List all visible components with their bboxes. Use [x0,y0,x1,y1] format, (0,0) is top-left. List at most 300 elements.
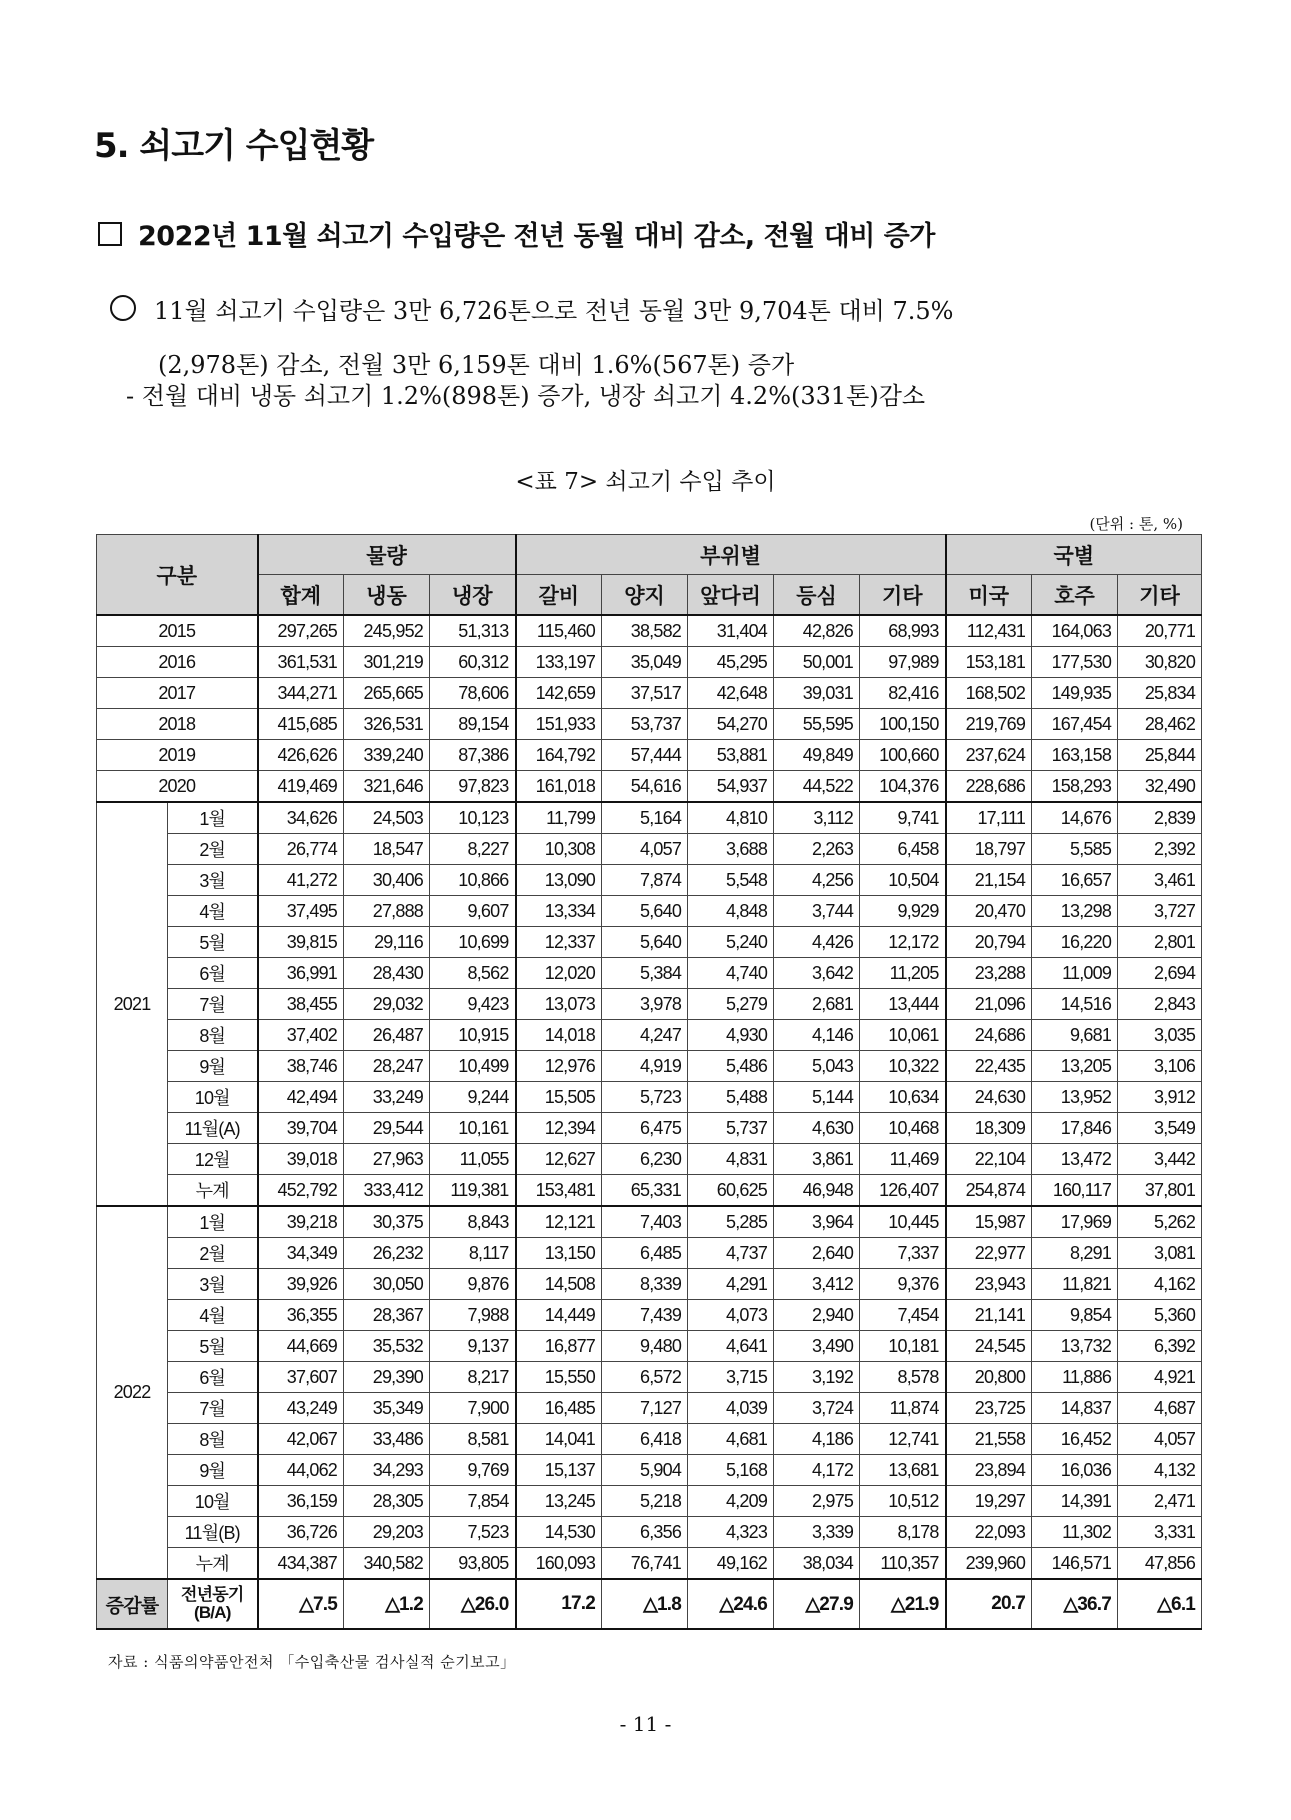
table-row [97,1362,1202,1393]
table-row [97,802,1202,834]
table-cell: 49,849 [774,740,860,771]
table-cell: 60,312 [430,647,516,678]
row-label: 2017 [97,678,258,709]
month-label: 6월 [168,958,258,989]
growth-value: △1.8 [602,1579,688,1629]
table-cell: 452,792 [258,1175,344,1207]
table-cell: 5,384 [602,958,688,989]
table-cell: 28,305 [344,1486,430,1517]
table-cell: 100,150 [860,709,946,740]
table-cell: 21,558 [946,1424,1032,1455]
growth-value: 20.7 [946,1579,1032,1629]
table-cell: 4,247 [602,1020,688,1051]
table-cell: 2,801 [1118,927,1202,958]
table-cell: 36,159 [258,1486,344,1517]
month-label: 11월(A) [168,1113,258,1144]
table-cell: 22,435 [946,1051,1032,1082]
table-cell: 3,964 [774,1206,860,1238]
table-cell: 15,550 [516,1362,602,1393]
table-cell: 10,445 [860,1206,946,1238]
table-cell: 2,681 [774,989,860,1020]
table-cell: 239,960 [946,1548,1032,1580]
table-cell: 3,978 [602,989,688,1020]
table-cell: 6,356 [602,1517,688,1548]
table-cell: 23,288 [946,958,1032,989]
row-label: 2015 [97,615,258,647]
table-cell: 13,205 [1032,1051,1118,1082]
table-cell: 55,595 [774,709,860,740]
growth-value: △36.7 [1032,1579,1118,1629]
column-header: 미국 [946,575,1032,616]
table-cell: 14,391 [1032,1486,1118,1517]
table-row [97,1548,1202,1580]
table-cell: 24,686 [946,1020,1032,1051]
table-cell: 133,197 [516,647,602,678]
table-cell: 301,219 [344,647,430,678]
table-cell: 14,676 [1032,802,1118,834]
table-cell: 87,386 [430,740,516,771]
table-cell: 10,468 [860,1113,946,1144]
table-cell: 7,454 [860,1300,946,1331]
table-cell: 39,815 [258,927,344,958]
table-cell: 2,392 [1118,834,1202,865]
table-row [97,1269,1202,1300]
table-cell: 50,001 [774,647,860,678]
table-cell: 142,659 [516,678,602,709]
table-cell: 12,121 [516,1206,602,1238]
growth-value: △24.6 [688,1579,774,1629]
table-cell: 149,935 [1032,678,1118,709]
month-label: 5월 [168,1331,258,1362]
table-cell: 9,244 [430,1082,516,1113]
table-cell: 426,626 [258,740,344,771]
year-label: 2021 [97,802,168,1206]
table-cell: 54,270 [688,709,774,740]
table-cell: 89,154 [430,709,516,740]
table-cell: 4,132 [1118,1455,1202,1486]
table-row [97,1238,1202,1269]
table-cell: 3,192 [774,1362,860,1393]
table-cell: 2,975 [774,1486,860,1517]
table-cell: 42,067 [258,1424,344,1455]
table-cell: 3,412 [774,1269,860,1300]
table-cell: 4,641 [688,1331,774,1362]
table-cell: 4,039 [688,1393,774,1424]
table-cell: 57,444 [602,740,688,771]
table-cell: 167,454 [1032,709,1118,740]
table-cell: 8,843 [430,1206,516,1238]
table-cell: 54,616 [602,771,688,803]
table-cell: 76,741 [602,1548,688,1580]
table-cell: 9,423 [430,989,516,1020]
table-cell: 3,331 [1118,1517,1202,1548]
table-cell: 16,657 [1032,865,1118,896]
table-row [97,709,1202,740]
column-header: 호주 [1032,575,1118,616]
table-cell: 2,471 [1118,1486,1202,1517]
table-cell: 12,337 [516,927,602,958]
table-cell: 43,249 [258,1393,344,1424]
table-row [97,958,1202,989]
table-cell: 3,339 [774,1517,860,1548]
table-cell: 38,582 [602,615,688,647]
month-label: 1월 [168,1206,258,1238]
row-label: 2018 [97,709,258,740]
table-row [97,834,1202,865]
table-row [97,678,1202,709]
table-cell: 4,426 [774,927,860,958]
table-cell: 2,839 [1118,802,1202,834]
table-cell: 12,976 [516,1051,602,1082]
table-cell: 6,475 [602,1113,688,1144]
table-row [97,989,1202,1020]
table-cell: 4,737 [688,1238,774,1269]
table-row [97,1175,1202,1207]
table-row [97,1393,1202,1424]
table-cell: 26,232 [344,1238,430,1269]
table-cell: 44,669 [258,1331,344,1362]
table-cell: 39,031 [774,678,860,709]
month-label: 7월 [168,989,258,1020]
table-cell: 17,846 [1032,1113,1118,1144]
table-cell: 10,915 [430,1020,516,1051]
header-country: 국별 [946,535,1202,575]
table-cell: 41,272 [258,865,344,896]
table-cell: 6,230 [602,1144,688,1175]
table-cell: 51,313 [430,615,516,647]
table-cell: 36,355 [258,1300,344,1331]
table-cell: 20,794 [946,927,1032,958]
table-cell: 8,217 [430,1362,516,1393]
column-header: 냉동 [344,575,430,616]
table-cell: 16,220 [1032,927,1118,958]
row-label: 2020 [97,771,258,803]
table-cell: 119,381 [430,1175,516,1207]
table-cell: 4,146 [774,1020,860,1051]
bullet-line-1-text: 11월 쇠고기 수입량은 3만 6,726톤으로 전년 동월 3만 9,704톤 대비 7.5% [154,297,954,325]
table-cell: 15,987 [946,1206,1032,1238]
table-cell: 14,041 [516,1424,602,1455]
table-cell: 11,799 [516,802,602,834]
table-cell: 42,494 [258,1082,344,1113]
table-cell: 6,458 [860,834,946,865]
growth-value: △27.9 [774,1579,860,1629]
table-cell: 11,302 [1032,1517,1118,1548]
table-cell: 39,018 [258,1144,344,1175]
table-cell: 153,181 [946,647,1032,678]
table-cell: 7,439 [602,1300,688,1331]
growth-label: 증감률 [97,1579,168,1629]
table-cell: 39,218 [258,1206,344,1238]
table-cell: 5,585 [1032,834,1118,865]
table-cell: 16,877 [516,1331,602,1362]
table-cell: 415,685 [258,709,344,740]
table-cell: 37,517 [602,678,688,709]
table-cell: 4,740 [688,958,774,989]
table-cell: 158,293 [1032,771,1118,803]
table-cell: 5,360 [1118,1300,1202,1331]
table-cell: 5,164 [602,802,688,834]
table-cell: 9,854 [1032,1300,1118,1331]
table-row [97,740,1202,771]
table-cell: 4,930 [688,1020,774,1051]
circle-bullet-icon [110,295,136,321]
table-cell: 18,797 [946,834,1032,865]
column-header: 등심 [774,575,860,616]
table-cell: 2,940 [774,1300,860,1331]
table-cell: 21,141 [946,1300,1032,1331]
table-cell: 5,548 [688,865,774,896]
table-cell: 46,948 [774,1175,860,1207]
table-cell: 340,582 [344,1548,430,1580]
square-bullet-icon [98,222,122,246]
table-cell: 6,485 [602,1238,688,1269]
table-cell: 2,843 [1118,989,1202,1020]
table-cell: 6,418 [602,1424,688,1455]
table-cell: 13,073 [516,989,602,1020]
table-cell: 3,461 [1118,865,1202,896]
table-cell: 9,480 [602,1331,688,1362]
table-cell: 3,112 [774,802,860,834]
table-cell: 11,469 [860,1144,946,1175]
table-cell: 14,508 [516,1269,602,1300]
table-cell: 7,900 [430,1393,516,1424]
table-cell: 100,660 [860,740,946,771]
table-cell: 39,704 [258,1113,344,1144]
table-cell: 13,732 [1032,1331,1118,1362]
table-cell: 10,866 [430,865,516,896]
table-cell: 36,726 [258,1517,344,1548]
table-cell: 3,106 [1118,1051,1202,1082]
table-cell: 14,530 [516,1517,602,1548]
month-label: 3월 [168,1269,258,1300]
table-cell: 38,034 [774,1548,860,1580]
table-cell: 97,823 [430,771,516,803]
table-cell: 20,771 [1118,615,1202,647]
table-cell: 297,265 [258,615,344,647]
table-cell: 13,298 [1032,896,1118,927]
table-cell: 42,826 [774,615,860,647]
table-cell: 168,502 [946,678,1032,709]
table-cell: 12,627 [516,1144,602,1175]
table-row [97,896,1202,927]
table-cell: 27,963 [344,1144,430,1175]
column-header: 냉장 [430,575,516,616]
table-row [97,1300,1202,1331]
table-cell: 4,057 [602,834,688,865]
headline-text: 2022년 11월 쇠고기 수입량은 전년 동월 대비 감소, 전월 대비 증가 [138,221,935,252]
table-cell: 8,581 [430,1424,516,1455]
month-label: 10월 [168,1486,258,1517]
month-label: 누계 [168,1175,258,1207]
table-cell: 18,547 [344,834,430,865]
headline [98,214,935,253]
header-category: 구분 [97,535,258,616]
table-cell: 23,894 [946,1455,1032,1486]
table-cell: 7,854 [430,1486,516,1517]
table-cell: 11,874 [860,1393,946,1424]
bullet-line-2: (2,978톤) 감소, 전월 3만 6,159톤 대비 1.6%(567톤) 증가 [158,351,795,379]
table-cell: 245,952 [344,615,430,647]
table-cell: 6,392 [1118,1331,1202,1362]
table-cell: 14,516 [1032,989,1118,1020]
table-cell: 54,937 [688,771,774,803]
table-cell: 115,460 [516,615,602,647]
table-cell: 33,486 [344,1424,430,1455]
table-cell: 5,488 [688,1082,774,1113]
table-cell: 434,387 [258,1548,344,1580]
table-cell: 49,162 [688,1548,774,1580]
growth-sublabel [168,1579,258,1629]
table-cell: 24,630 [946,1082,1032,1113]
table-row [97,1020,1202,1051]
table-row [97,647,1202,678]
month-label: 11월(B) [168,1517,258,1548]
table-cell: 5,279 [688,989,774,1020]
table-cell: 28,367 [344,1300,430,1331]
table-cell: 20,470 [946,896,1032,927]
column-header: 합계 [258,575,344,616]
table-cell: 4,919 [602,1051,688,1082]
table-cell: 3,744 [774,896,860,927]
table-cell: 25,834 [1118,678,1202,709]
table-cell: 12,020 [516,958,602,989]
table-cell: 219,769 [946,709,1032,740]
table-cell: 13,150 [516,1238,602,1269]
table-cell: 4,323 [688,1517,774,1548]
table-cell: 6,572 [602,1362,688,1393]
table-cell: 78,606 [430,678,516,709]
row-label: 2016 [97,647,258,678]
table-cell: 21,154 [946,865,1032,896]
table-cell: 4,209 [688,1486,774,1517]
table-cell: 28,462 [1118,709,1202,740]
table-cell: 25,844 [1118,740,1202,771]
table-cell: 2,694 [1118,958,1202,989]
table-cell: 344,271 [258,678,344,709]
table-cell: 3,715 [688,1362,774,1393]
column-header: 앞다리 [688,575,774,616]
growth-sublabel-line2: (B/A) [193,1603,231,1622]
growth-row [97,1579,1202,1629]
table-cell: 11,205 [860,958,946,989]
table-cell: 177,530 [1032,647,1118,678]
table-cell: 21,096 [946,989,1032,1020]
table-cell: 2,263 [774,834,860,865]
table-cell: 31,404 [688,615,774,647]
table-cell: 3,035 [1118,1020,1202,1051]
table-cell: 45,295 [688,647,774,678]
table-cell: 4,831 [688,1144,774,1175]
table-cell: 29,390 [344,1362,430,1393]
table-row [97,1486,1202,1517]
table-cell: 82,416 [860,678,946,709]
table-cell: 110,357 [860,1548,946,1580]
beef-import-table [96,534,1202,1630]
table-cell: 339,240 [344,740,430,771]
table-cell: 8,291 [1032,1238,1118,1269]
table-cell: 17,111 [946,802,1032,834]
table-cell: 24,503 [344,802,430,834]
table-cell: 5,486 [688,1051,774,1082]
table-cell: 4,810 [688,802,774,834]
unit-note: (단위 : 톤, %) [1089,515,1183,533]
table-cell: 23,943 [946,1269,1032,1300]
table-cell: 333,412 [344,1175,430,1207]
table-cell: 16,485 [516,1393,602,1424]
table-cell: 30,375 [344,1206,430,1238]
table-cell: 5,262 [1118,1206,1202,1238]
month-label: 4월 [168,896,258,927]
table-cell: 3,081 [1118,1238,1202,1269]
table-cell: 12,741 [860,1424,946,1455]
table-cell: 22,093 [946,1517,1032,1548]
table-cell: 163,158 [1032,740,1118,771]
table-cell: 14,449 [516,1300,602,1331]
table-cell: 10,322 [860,1051,946,1082]
table-cell: 2,640 [774,1238,860,1269]
table-cell: 9,607 [430,896,516,927]
growth-value: △21.9 [860,1579,946,1629]
table-cell: 4,921 [1118,1362,1202,1393]
table-cell: 321,646 [344,771,430,803]
table-cell: 28,430 [344,958,430,989]
table-cell: 10,308 [516,834,602,865]
table-cell: 13,245 [516,1486,602,1517]
month-label: 9월 [168,1051,258,1082]
table-cell: 10,161 [430,1113,516,1144]
header-volume: 물량 [258,535,516,575]
table-cell: 9,681 [1032,1020,1118,1051]
month-label: 12월 [168,1144,258,1175]
table-cell: 3,912 [1118,1082,1202,1113]
table-cell: 146,571 [1032,1548,1118,1580]
table-cell: 13,444 [860,989,946,1020]
table-cell: 60,625 [688,1175,774,1207]
table-cell: 14,837 [1032,1393,1118,1424]
table-row [97,1144,1202,1175]
table-cell: 4,291 [688,1269,774,1300]
table-cell: 44,062 [258,1455,344,1486]
table-cell: 22,977 [946,1238,1032,1269]
table-cell: 4,186 [774,1424,860,1455]
table-cell: 37,402 [258,1020,344,1051]
table-cell: 3,442 [1118,1144,1202,1175]
table-cell: 32,490 [1118,771,1202,803]
table-cell: 237,624 [946,740,1032,771]
table-cell: 4,057 [1118,1424,1202,1455]
table-cell: 17,969 [1032,1206,1118,1238]
table-cell: 3,688 [688,834,774,865]
table-cell: 160,093 [516,1548,602,1580]
table-cell: 34,349 [258,1238,344,1269]
table-cell: 13,681 [860,1455,946,1486]
table-cell: 11,821 [1032,1269,1118,1300]
table-cell: 13,334 [516,896,602,927]
growth-sublabel-line1: 전년동기 [181,1585,244,1604]
table-cell: 22,104 [946,1144,1032,1175]
column-header: 기타 [860,575,946,616]
month-label: 3월 [168,865,258,896]
table-caption: <표 7> 쇠고기 수입 추이 [515,469,776,495]
growth-value: △7.5 [258,1579,344,1629]
table-cell: 104,376 [860,771,946,803]
table-cell: 10,499 [430,1051,516,1082]
table-cell: 9,137 [430,1331,516,1362]
table-cell: 33,249 [344,1082,430,1113]
month-label: 4월 [168,1300,258,1331]
table-cell: 29,116 [344,927,430,958]
